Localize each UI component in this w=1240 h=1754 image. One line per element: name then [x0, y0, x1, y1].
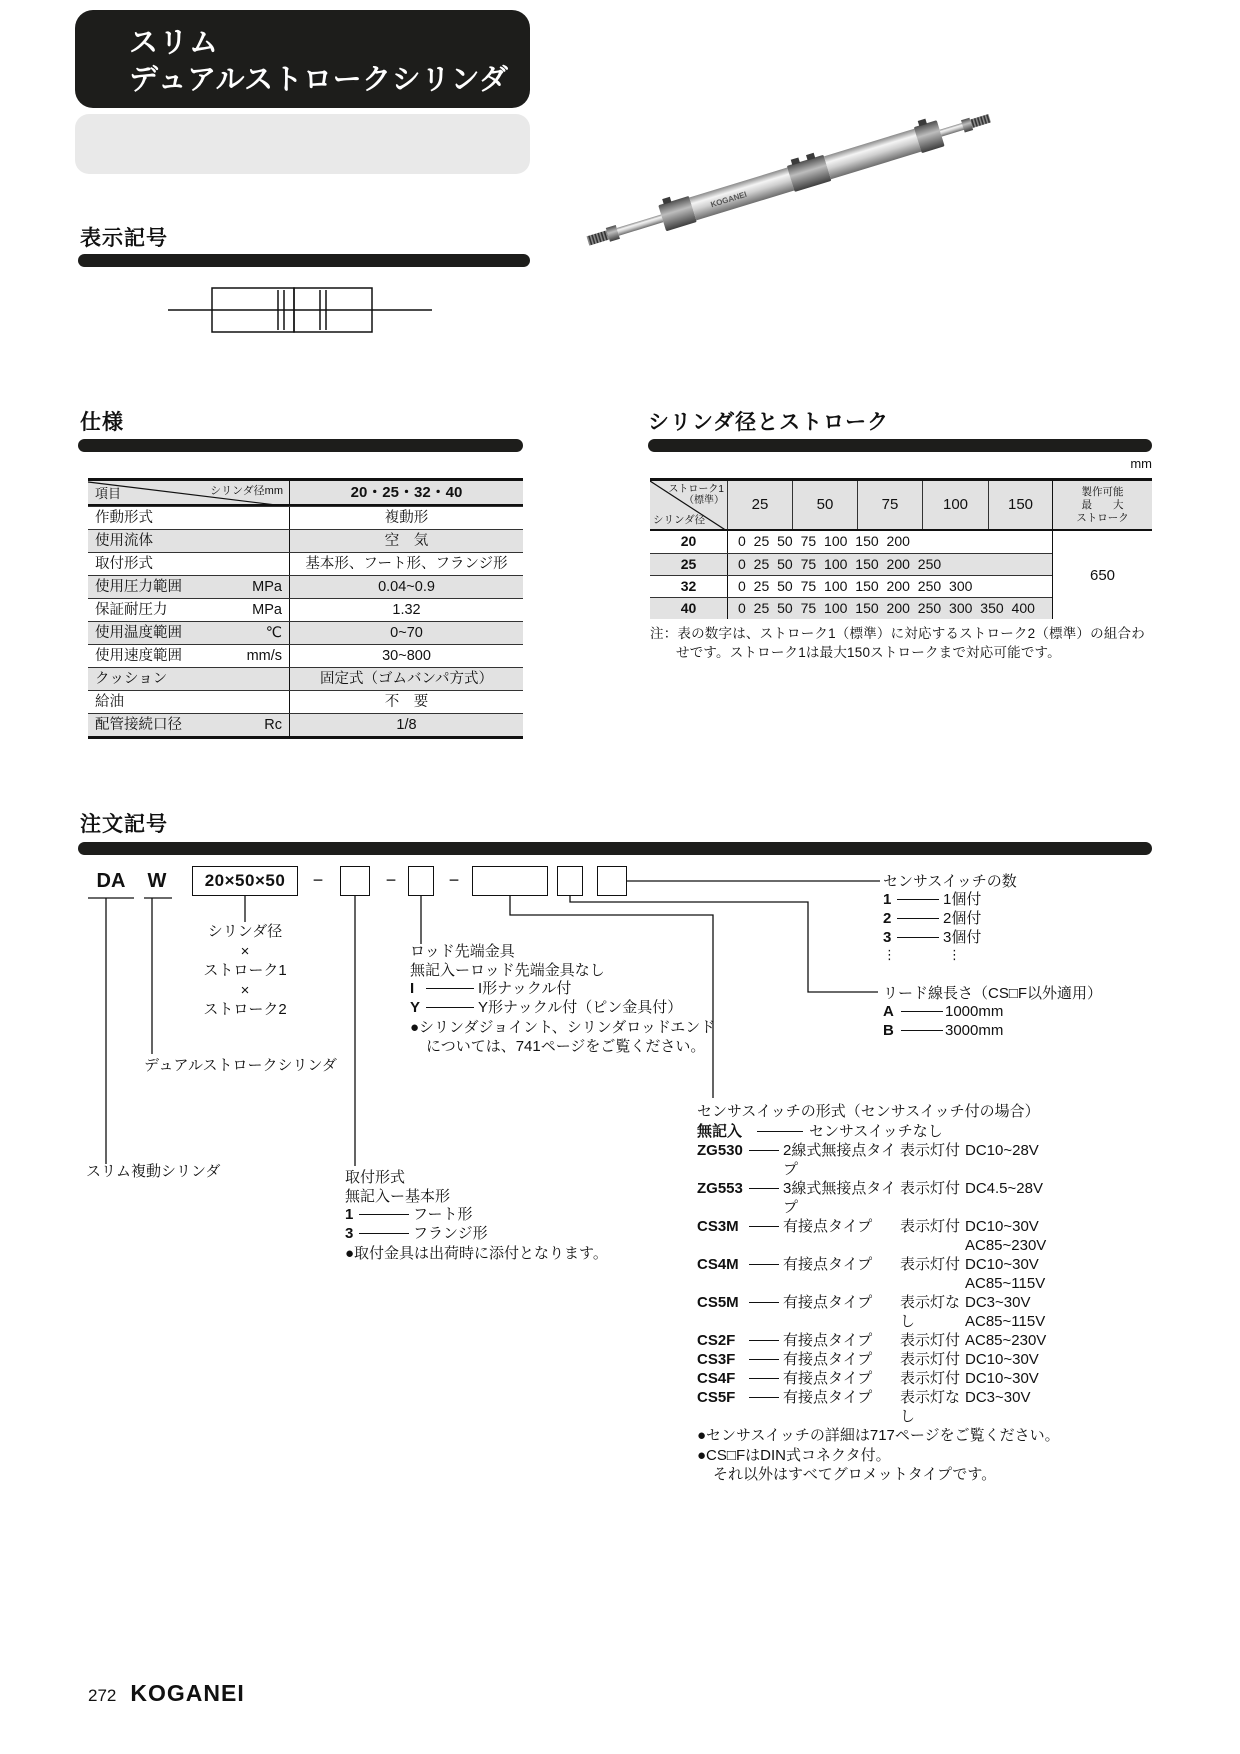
cylinder-symbol-diagram — [160, 280, 440, 344]
table-row — [88, 552, 523, 575]
table-row — [88, 667, 523, 690]
max-stroke-header: 製作可能 最 大 ストローク — [1052, 481, 1152, 529]
stroke-col-header: 150 — [988, 481, 1052, 529]
sensor-option-row: ZG553 3線式無接点タイプ 表示灯付 DC4.5~28V — [697, 1180, 1043, 1216]
spec-label: 使用流体 — [95, 533, 153, 549]
rod-end-option: Y Y形ナックル付（ピン金具付） — [410, 999, 683, 1016]
stroke-values: 0 25 50 75 100 150 200 — [727, 531, 1052, 553]
sensor-option-row: CS5M 有接点タイプ 表示灯なし DC3~30V AC85~115V — [697, 1294, 1046, 1330]
spec-value: 1/8 — [396, 717, 417, 733]
stroke-col-header: 50 — [792, 481, 857, 529]
size-code-legend: シリンダ径 × ストローク1 × ストローク2 — [203, 923, 287, 1018]
rod-end-note2: については、741ページをご覧ください。 — [426, 1038, 706, 1055]
sensor-switch-legend — [697, 1102, 1157, 1485]
spec-corner-diag: シリンダ径mm — [210, 485, 283, 497]
table-row — [88, 713, 523, 736]
spec-unit: Rc — [264, 717, 282, 733]
rod-end-note1: ●シリンダジョイント、シリンダロッドエンド — [410, 1019, 716, 1036]
order-dash: − — [448, 870, 460, 890]
table-row — [650, 575, 1052, 597]
order-rodend-box — [408, 866, 434, 896]
spec-label: 保証耐圧力 — [95, 602, 168, 618]
sensor-option-row: CS3M 有接点タイプ 表示灯付 DC10~30V AC85~230V — [697, 1218, 1047, 1254]
max-stroke-value: 650 — [1052, 531, 1152, 619]
ellipsis: ⋮ ⋮ — [883, 947, 961, 962]
sensor-option-row: CS3F 有接点タイプ 表示灯付 DC10~30V — [697, 1351, 1039, 1368]
sensor-note1: ●センサスイッチの詳細は717ページをご覧ください。 — [697, 1427, 1060, 1444]
spec-value: 複動形 — [384, 510, 429, 526]
spec-label: 給油 — [95, 694, 124, 710]
stroke-col-header: 75 — [857, 481, 922, 529]
switch-count-option: 1 1個付 — [883, 891, 982, 908]
switch-count-legend — [883, 872, 1017, 962]
spec-value: 空 気 — [384, 533, 429, 549]
rod-end-title: ロッド先端金具 — [410, 943, 515, 960]
product-photo-cylinder — [580, 95, 1030, 265]
spec-unit: MPa — [252, 602, 282, 618]
section-heading-specs: 仕様 — [80, 411, 124, 434]
section-bar-order — [78, 842, 1152, 855]
spec-unit: ℃ — [265, 625, 282, 641]
spec-bore-header: 20・25・32・40 — [350, 484, 463, 501]
order-sensor-model-box — [472, 866, 548, 896]
stroke-table-body — [650, 531, 1152, 619]
spec-unit: mm/s — [246, 648, 282, 664]
spec-value: 基本形、フート形、フランジ形 — [305, 556, 508, 572]
sensor-option-row: ZG530 2線式無接点タイプ 表示灯付 DC10~28V — [697, 1142, 1039, 1178]
stroke-corner-cell — [650, 481, 727, 529]
spec-corner-cell — [88, 481, 290, 504]
section-heading-order: 注文記号 — [80, 813, 168, 836]
product-title-line2: デュアルストロークシリンダ — [129, 64, 509, 96]
corner-bore: シリンダ径 — [653, 514, 706, 526]
stroke-header-row — [650, 481, 1152, 531]
mount-note: ●取付金具は出荷時に添付となります。 — [345, 1245, 608, 1262]
order-size-box: 20×50×50 — [192, 866, 298, 896]
sensor-option-row: CS5F 有接点タイプ 表示灯なし DC3~30V — [697, 1389, 1031, 1425]
spec-unit: MPa — [252, 579, 282, 595]
sensor-option-row: CS2F 有接点タイプ 表示灯付 AC85~230V — [697, 1332, 1047, 1349]
section-bar-bore-stroke — [648, 439, 1152, 452]
subtitle-placeholder-box — [75, 114, 530, 174]
table-row — [650, 531, 1052, 553]
switch-count-option: 3 3個付 — [883, 929, 982, 946]
order-model-code: DA — [96, 870, 126, 892]
spec-label: 使用温度範囲 — [95, 625, 182, 641]
unit-label-mm: mm — [1130, 456, 1152, 471]
dual-stroke-label: デュアルストロークシリンダ — [144, 1057, 337, 1074]
mount-option: 3 フランジ形 — [345, 1225, 488, 1242]
spec-value: 0.04~0.9 — [378, 579, 435, 595]
order-sub-code: W — [147, 870, 167, 892]
slim-cylinder-label: スリム複動シリンダ — [86, 1163, 221, 1180]
stroke-note-line1: 注：表の数字は、ストローク1（標準）に対応するストローク2（標準）の組合わ — [650, 626, 1145, 641]
spec-label: 取付形式 — [95, 556, 153, 572]
table-row — [88, 575, 523, 598]
page-number: 272 — [88, 1686, 117, 1705]
mount-option: 1 フート形 — [345, 1206, 473, 1223]
bore-label: 25 — [680, 556, 697, 572]
stroke-col-header: 100 — [922, 481, 988, 529]
lead-wire-legend — [883, 984, 1102, 1041]
table-row — [88, 621, 523, 644]
order-dash: − — [312, 870, 324, 890]
bore-label: 32 — [680, 578, 697, 594]
lead-wire-option: B 3000mm — [883, 1022, 1004, 1039]
sensor-blank-option: 無記入 センサスイッチなし — [697, 1123, 943, 1140]
corner-stroke1: ストローク1 — [668, 484, 724, 495]
spec-corner-item: 項目 — [95, 486, 122, 501]
section-bar-symbol — [78, 254, 530, 267]
table-row — [88, 506, 523, 529]
section-bar-specs — [78, 439, 523, 452]
bore-label: 20 — [680, 533, 697, 549]
table-row — [88, 598, 523, 621]
lead-wire-option: A 1000mm — [883, 1003, 1004, 1020]
mount-title: 取付形式 — [345, 1169, 406, 1186]
spec-label: 使用圧力範囲 — [95, 579, 182, 595]
table-row — [88, 690, 523, 713]
bore-label: 40 — [680, 600, 697, 616]
product-title-line1: スリム — [129, 27, 220, 59]
stroke-note-line2: せです。ストローク1は最大150ストロークまで対応可能です。 — [676, 645, 1061, 660]
rod-end-legend — [410, 942, 715, 1056]
spec-value: 1.32 — [392, 602, 421, 618]
stroke-values: 0 25 50 75 100 150 200 250 300 — [727, 576, 1052, 597]
order-dash: − — [385, 870, 397, 890]
table-row — [650, 553, 1052, 575]
spec-label: 配管接続口径 — [95, 717, 182, 733]
stroke-values: 0 25 50 75 100 150 200 250 300 350 400 — [727, 598, 1052, 619]
spec-label: 使用速度範囲 — [95, 648, 182, 664]
table-row — [650, 597, 1052, 619]
specifications-table — [88, 478, 523, 739]
table-row — [88, 529, 523, 552]
section-heading-symbol: 表示記号 — [80, 227, 168, 250]
spec-value: 30~800 — [382, 648, 431, 664]
rod-end-option: I I形ナックル付 — [410, 980, 572, 997]
switch-count-title: センサスイッチの数 — [883, 873, 1017, 890]
section-heading-bore-stroke: シリンダ径とストローク — [648, 411, 890, 434]
product-title-banner — [75, 10, 530, 108]
rod-end-blank-option: 無記入ーロッド先端金具なし — [410, 962, 605, 979]
spec-value: 固定式（ゴムバンパ方式） — [320, 671, 493, 687]
brand-logo: KOGANEI — [130, 1680, 245, 1706]
spec-label: クッション — [95, 671, 168, 687]
bore-stroke-table — [650, 478, 1152, 616]
sensor-note2: ●CS□FはDIN式コネクタ付。 — [697, 1446, 891, 1464]
order-count-box — [597, 866, 627, 896]
page-footer — [88, 1680, 245, 1707]
stroke-col-header: 25 — [727, 481, 792, 529]
spec-label: 作動形式 — [95, 510, 153, 526]
switch-count-option: 2 2個付 — [883, 910, 982, 927]
spec-value: 0~70 — [390, 625, 423, 641]
sensor-option-row: CS4F 有接点タイプ 表示灯付 DC10~30V — [697, 1370, 1039, 1387]
mount-blank-option: 無記入ー基本形 — [345, 1188, 451, 1205]
sensor-option-row: CS4M 有接点タイプ 表示灯付 DC10~30V AC85~115V — [697, 1256, 1046, 1292]
svg-text:KOGANEI: KOGANEI — [709, 189, 748, 210]
sensor-note3: それ以外はすべてグロメットタイプです。 — [713, 1466, 997, 1483]
order-lead-box — [557, 866, 583, 896]
spec-value: 不 要 — [384, 694, 429, 710]
spec-header-row — [88, 481, 523, 506]
table-row — [88, 644, 523, 667]
mount-legend — [345, 1168, 608, 1263]
sensor-legend-title: センサスイッチの形式（センサスイッチ付の場合） — [697, 1103, 1040, 1120]
lead-wire-title: リード線長さ（CS□F以外適用） — [883, 985, 1103, 1002]
stroke-values: 0 25 50 75 100 150 200 250 — [727, 554, 1052, 575]
order-mount-box — [340, 866, 370, 896]
corner-standard: （標準） — [684, 495, 724, 506]
